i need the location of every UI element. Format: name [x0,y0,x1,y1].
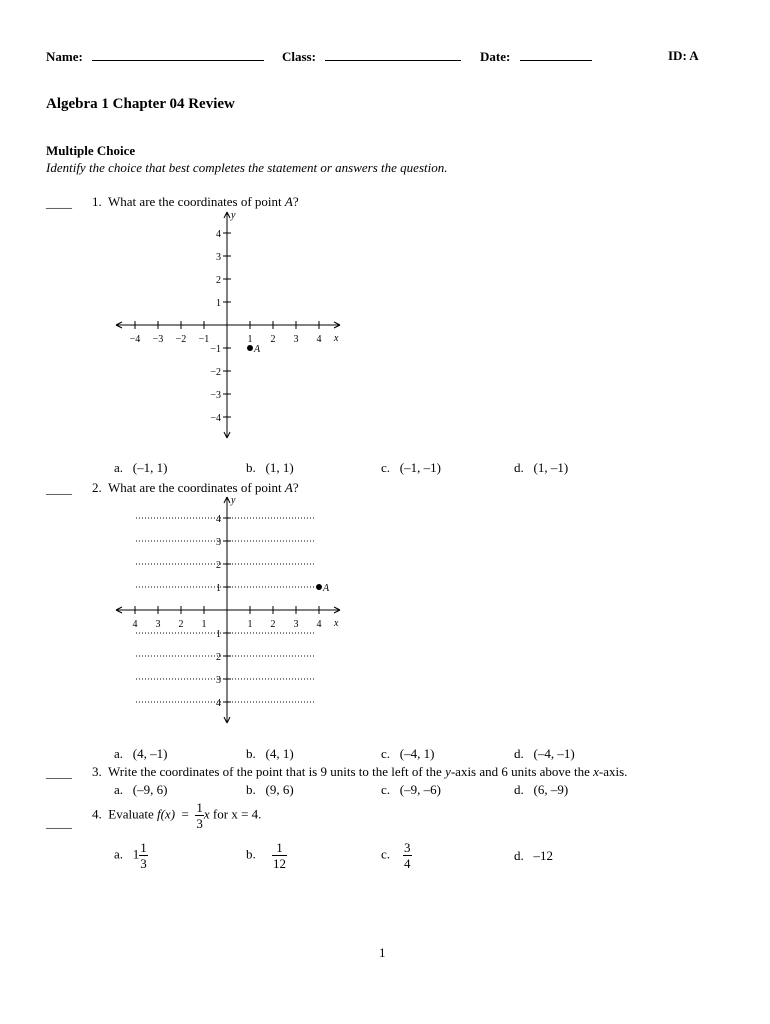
y-tick-label: −2 [210,367,221,378]
choice-3c[interactable]: c. (–9, –6) [381,782,441,797]
x-tick-label: −4 [129,334,141,345]
x-tick-label: 3 [293,334,299,345]
question-var: A [284,480,293,495]
point-a [247,345,253,351]
x-tick-label: −3 [152,334,164,345]
section-heading: Multiple Choice [46,143,136,158]
question-var-y: y [445,764,451,779]
x-tick-label: 4 [132,619,138,630]
fraction-one-third: $\frac{1}{3}$ [196,800,203,831]
question-text-end: ? [292,480,299,495]
question-text-for: for [212,806,229,822]
point-a-label: A [254,344,261,355]
y-tick-label: −4 [210,413,221,424]
answer-blank-4[interactable]: ____ [46,815,72,830]
y-tick-label: 2 [216,560,221,571]
question-3 [92,764,627,780]
x-tick-label: 1 [247,619,253,630]
x-tick-label: 1 [201,619,207,630]
x-tick-label: 4 [316,334,322,345]
question-text: Write the coordinates of the point that is 9 units to the left of the [108,764,442,779]
choice-3a[interactable]: a. (–9, 6) [114,782,168,797]
point-a [316,584,322,590]
choice-3d[interactable]: d. (6, –9) [514,782,569,797]
question-text-3: -axis. [598,764,628,779]
x-tick-label: −1 [198,334,210,345]
question-text: Evaluate [108,806,154,822]
coordinate-graph-1 [110,208,350,444]
y-tick-label: 1 [216,298,221,309]
y-tick-label: 1 [216,583,221,594]
choice-1b[interactable]: b. (1, 1) [246,460,294,475]
choice-4d[interactable]: d. –12 [514,848,553,863]
x-tick-label: 2 [270,619,276,630]
x-tick-label: 2 [178,619,184,630]
question-var: A [284,194,293,209]
name-field[interactable] [92,48,264,61]
question-number: 4. [92,806,102,822]
y-tick-label: 3 [216,675,221,686]
y-axis-label: y [231,210,236,221]
question-number: 2. [92,480,102,495]
question-number: 3. [92,764,102,779]
date-label: Date: [480,49,511,64]
class-label: Class: [282,49,316,64]
class-field[interactable] [325,48,461,61]
y-tick-label: 4 [216,514,221,525]
question-number: 1. [92,194,102,209]
header-name [46,48,264,65]
point-a-label: A [323,583,330,594]
choice-4c[interactable]: c. $\frac{3}{4}$ [381,840,411,871]
function-notation: f(x) [156,806,176,822]
x-tick-label: −2 [175,334,187,345]
choice-2d[interactable]: d. (–4, –1) [514,746,575,761]
choice-2b[interactable]: b. (4, 1) [246,746,294,761]
y-tick-label: 3 [216,252,221,263]
question-condition: x = 4. [231,806,262,822]
equals-sign: = [181,806,189,822]
x-tick-label: 3 [293,619,299,630]
question-text: What are the coordinates of point [108,480,285,495]
x-tick-label: 1 [247,334,253,345]
y-tick-label: 1 [216,629,221,640]
header-class [282,48,461,65]
name-label: Name: [46,49,83,64]
choice-3b[interactable]: b. (9, 6) [246,782,294,797]
question-text: What are the coordinates of point [108,194,285,209]
x-axis-label: x [334,618,339,629]
date-field[interactable] [520,48,592,61]
choice-4b[interactable]: b. $\frac{1}{12}$ [246,840,286,871]
x-axis [116,322,340,328]
x-tick-label: 4 [316,619,322,630]
y-tick-label: 2 [216,652,221,663]
choice-1d[interactable]: d. (1, –1) [514,460,569,475]
x-tick-label: 3 [155,619,161,630]
header-id: ID: A [668,48,699,63]
question-text-end: ? [292,194,299,209]
choice-2c[interactable]: c. (–4, 1) [381,746,435,761]
y-tick-label: 2 [216,275,221,286]
question-text-2: -axis and 6 units above the [450,764,590,779]
y-tick-label: −3 [210,390,221,401]
header-date [480,48,592,65]
question-4 [92,800,261,831]
y-axis-label: y [231,495,236,506]
x-tick-label: 2 [270,334,276,345]
y-tick-label: 3 [216,537,221,548]
choice-2a[interactable]: a. (4, –1) [114,746,168,761]
choice-1c[interactable]: c. (–1, –1) [381,460,441,475]
question-var-x: x [593,764,599,779]
answer-blank-1[interactable]: ____ [46,195,72,210]
x-axis [116,607,340,613]
answer-blank-3[interactable]: ____ [46,765,72,780]
y-tick-label: 4 [216,229,221,240]
choice-1a[interactable]: a. (–1, 1) [114,460,168,475]
coordinate-graph-2 [110,493,350,729]
section-instructions: Identify the choice that best completes the statement or answers the question. [46,160,448,175]
x-axis-label: x [334,333,339,344]
question-var: x [203,806,210,822]
page-number: 1 [379,945,386,960]
answer-blank-2[interactable]: ____ [46,481,72,496]
page-title: Algebra 1 Chapter 04 Review [46,96,235,112]
y-tick-label: 4 [216,698,221,709]
y-tick-label: −1 [210,344,221,355]
choice-4a[interactable]: a. 1 $\frac{1}{3}$ [114,840,147,871]
